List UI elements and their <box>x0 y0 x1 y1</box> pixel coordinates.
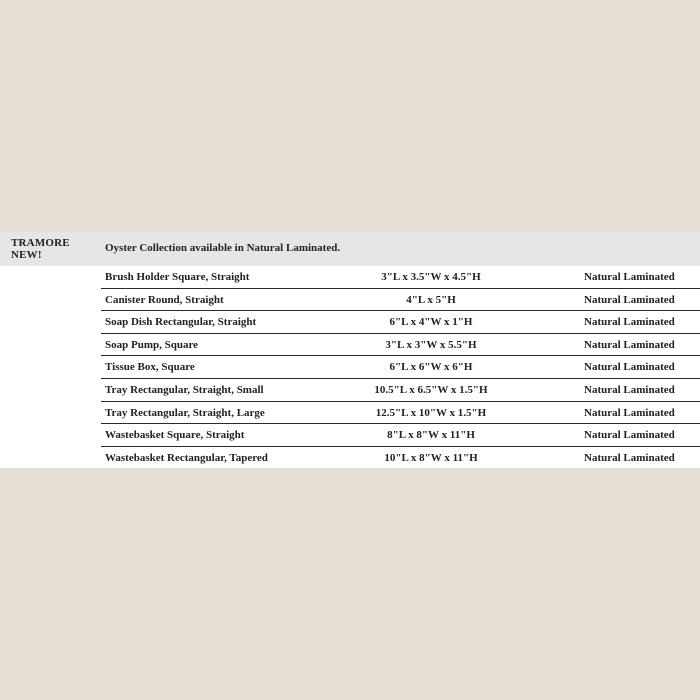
item-table <box>101 266 700 468</box>
collection-header <box>0 232 700 266</box>
item-name: Brush Holder Square, Straight <box>105 271 250 283</box>
item-dimensions: 3"L x 3"W x 5.5"H <box>385 338 477 351</box>
table-row <box>101 334 700 357</box>
item-dimensions: 8"L x 8"W x 11"H <box>387 429 475 442</box>
item-finish: Natural Laminated <box>584 293 675 306</box>
table-row <box>101 402 700 425</box>
table-row <box>101 289 700 312</box>
item-finish: Natural Laminated <box>584 338 675 351</box>
item-finish: Natural Laminated <box>584 271 675 283</box>
collection-name: TRAMORE NEW! <box>11 237 70 261</box>
item-dimensions: 10"L x 8"W x 11"H <box>384 451 478 464</box>
item-name: Soap Dish Rectangular, Straight <box>105 316 257 329</box>
item-name: Tissue Box, Square <box>105 361 195 374</box>
item-finish: Natural Laminated <box>584 361 675 374</box>
table-row <box>101 447 700 469</box>
item-name: Wastebasket Rectangular, Tapered <box>105 451 268 464</box>
table-row <box>101 424 700 447</box>
item-dimensions: 6"L x 6"W x 6"H <box>389 361 473 374</box>
item-name: Canister Round, Straight <box>105 293 224 306</box>
item-finish: Natural Laminated <box>584 429 675 442</box>
item-name: Soap Pump, Square <box>105 338 199 351</box>
item-finish: Natural Laminated <box>584 406 675 419</box>
table-row <box>101 356 700 379</box>
item-name: Tray Rectangular, Straight, Small <box>105 383 264 396</box>
item-dimensions: 12.5"L x 10"W x 1.5"H <box>375 406 487 419</box>
collection-note: Oyster Collection available in Natural Laminated. <box>105 242 341 254</box>
item-finish: Natural Laminated <box>584 451 675 464</box>
item-name: Wastebasket Square, Straight <box>105 429 245 442</box>
item-name: Tray Rectangular, Straight, Large <box>105 406 265 419</box>
spec-sheet <box>0 232 700 468</box>
item-dimensions: 10.5"L x 6.5"W x 1.5"H <box>374 383 488 396</box>
item-dimensions: 4"L x 5"H <box>406 293 456 306</box>
table-row <box>101 266 700 289</box>
table-row <box>101 379 700 402</box>
item-dimensions: 6"L x 4"W x 1"H <box>389 316 473 329</box>
table-row <box>101 311 700 334</box>
item-finish: Natural Laminated <box>584 316 675 329</box>
item-dimensions: 3"L x 3.5"W x 4.5"H <box>381 271 481 283</box>
item-finish: Natural Laminated <box>584 383 675 396</box>
